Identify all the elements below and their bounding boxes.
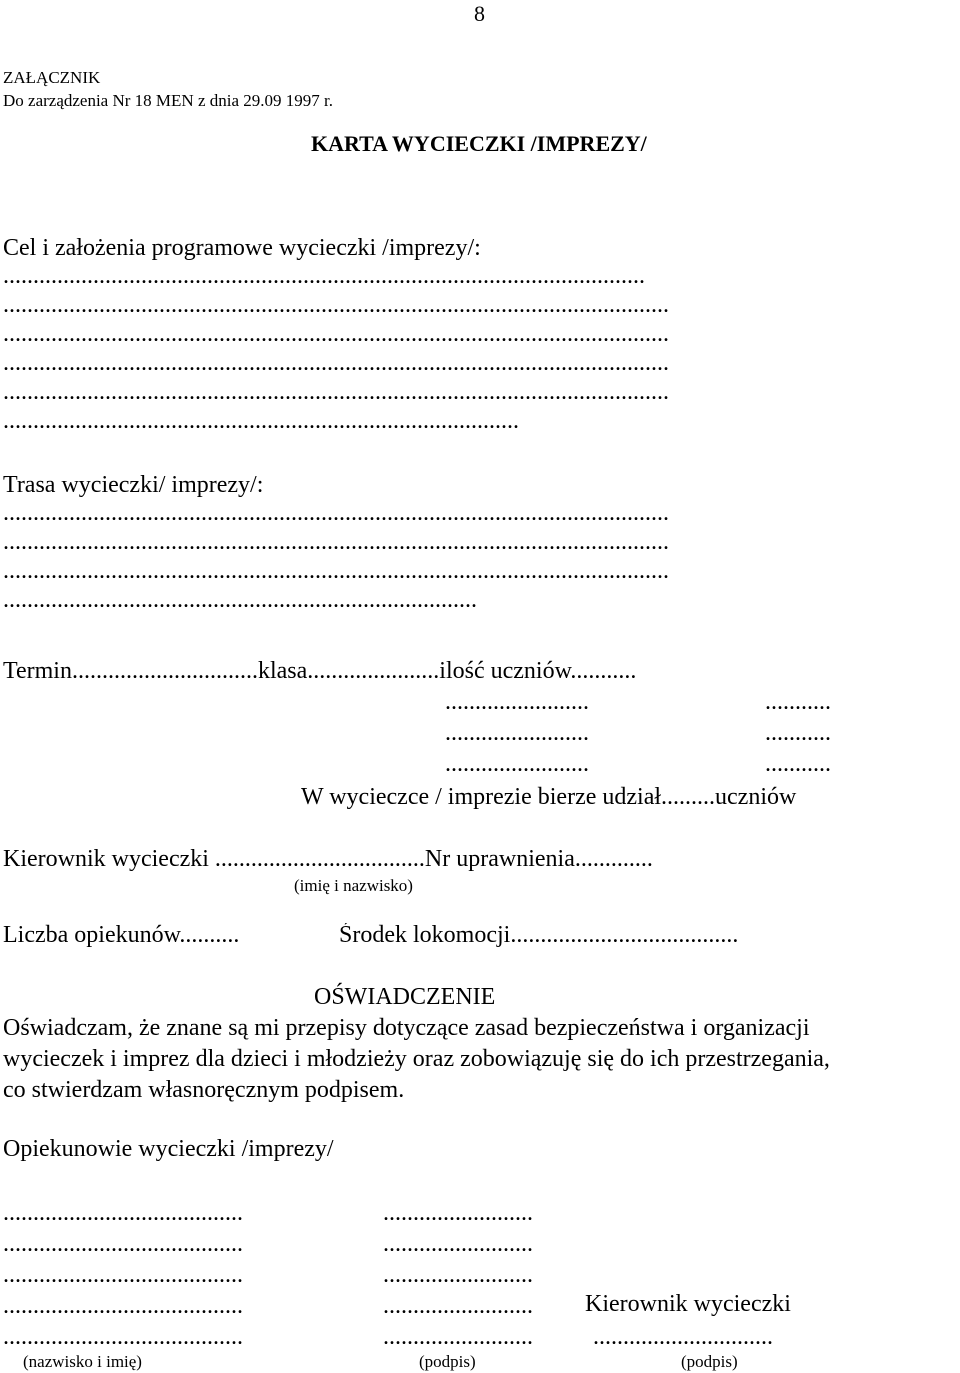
leader-name-hint: (imię i nazwisko) [294, 876, 413, 895]
dots-filler: ........... [765, 752, 831, 776]
declaration-text-line: co stwierdzam własnoręcznym podpisem. [3, 1077, 405, 1103]
guardian-name-dots: ........................................ [3, 1325, 243, 1349]
guardian-name-dots: ........................................ [3, 1263, 243, 1287]
goals-label: Cel i założenia programowe wycieczki /imprezy/: [3, 235, 481, 261]
guardian-name-dots: ........................................ [3, 1201, 243, 1225]
leader-signature-label: Kierownik wycieczki [585, 1291, 791, 1317]
term-class-count-line: Termin...............................klasa......................ilość uczniów........... [3, 659, 637, 683]
document-title: KARTA WYCIECZKI /IMPREZY/ [311, 131, 647, 156]
transport-line: Środek lokomocji...................................... [339, 923, 739, 947]
goals-dots-line: ...................................................................................... [3, 409, 519, 433]
attachment-label: ZAŁĄCZNIK [3, 68, 101, 87]
goals-dots-line: ............................................................................................................... [3, 322, 669, 346]
goals-dots-line: ............................................................................................................... [3, 380, 669, 404]
guardians-label: Opiekunowie wycieczki /imprezy/ [3, 1136, 334, 1162]
dots-filler: ........................ [445, 752, 589, 776]
route-dots-line: ............................................................................... [3, 588, 477, 612]
leader-sign-dots: .............................. [593, 1325, 773, 1349]
guardian-sign-dots: ......................... [383, 1325, 533, 1349]
regulation-reference: Do zarządzenia Nr 18 MEN z dnia 29.09 1997 r. [3, 91, 333, 110]
goals-dots-line: ............................................................................................................... [3, 293, 669, 317]
guardian-name-dots: ........................................ [3, 1294, 243, 1318]
goals-dots-line: ............................................................................................................... [3, 351, 669, 375]
guardian-name-dots: ........................................ [3, 1232, 243, 1256]
sign-hint: (podpis) [419, 1352, 476, 1371]
route-dots-line: ............................................................................................................... [3, 501, 669, 525]
declaration-text-line: wycieczek i imprez dla dzieci i młodzieży oraz zobowiązuję się do ich przestrzegania, [3, 1046, 830, 1072]
page-number: 8 [474, 1, 485, 26]
declaration-title: OŚWIADCZENIE [314, 984, 496, 1010]
leader-line: Kierownik wycieczki ...................................Nr uprawnienia............. [3, 847, 653, 871]
participation-line: W wycieczce / imprezie bierze udział.........uczniów [301, 785, 797, 809]
name-hint: (nazwisko i imię) [23, 1352, 142, 1371]
route-dots-line: ............................................................................................................... [3, 559, 669, 583]
declaration-text-line: Oświadczam, że znane są mi przepisy dotyczące zasad bezpieczeństwa i organizacji [3, 1015, 810, 1041]
guardians-count-line: Liczba opiekunów.......... [3, 923, 240, 947]
guardian-sign-dots: ......................... [383, 1232, 533, 1256]
dots-filler: ........... [765, 721, 831, 745]
leader-sign-hint: (podpis) [681, 1352, 738, 1371]
guardian-sign-dots: ......................... [383, 1263, 533, 1287]
goals-dots-line: ........................................................................................................... [3, 264, 645, 288]
dots-filler: ........................ [445, 690, 589, 714]
guardian-sign-dots: ......................... [383, 1201, 533, 1225]
dots-filler: ........... [765, 690, 831, 714]
guardian-sign-dots: ......................... [383, 1294, 533, 1318]
route-dots-line: ............................................................................................................... [3, 530, 669, 554]
route-label: Trasa wycieczki/ imprezy/: [3, 472, 264, 498]
dots-filler: ........................ [445, 721, 589, 745]
